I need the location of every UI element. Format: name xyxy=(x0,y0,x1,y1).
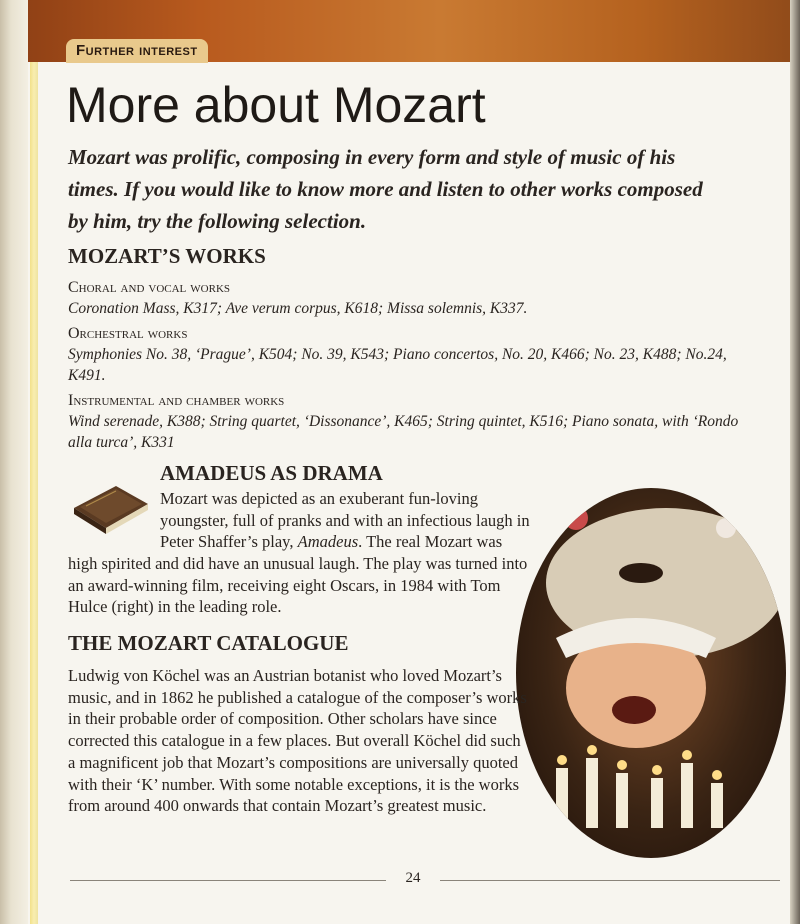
page-number: 24 xyxy=(405,870,421,886)
footer-rule-left xyxy=(70,880,386,881)
catalogue-paragraph: Ludwig von Köchel was an Austrian botanist who loved Mozart’s music, and in 1862 he published a catalogue of the composer’s works in their probable order of composition. Other scholars have since corrected this catalogue in a few places. But overall Köchel did such a magnificent job that Mozart’s compositions are universally quoted with their ‘K’ number. With some notable exceptions, it is the works from around 400 onwards that contain Mozart’s greatest music. xyxy=(68,666,527,816)
category-label-choral: Choral and vocal works xyxy=(68,279,231,296)
amadeus-text-start: Mozart was depicted as an exuberant fun-loving youngster, full of pranks and with an infectious laugh in Peter Shaffer’s play, xyxy=(160,489,530,552)
intro-paragraph: Mozart was prolific, composing in every form and style of music of his times. If you would like to know more and listen to other works composed by him, try the following selection. xyxy=(68,145,703,233)
book-icon xyxy=(72,478,150,536)
category-label-orchestral: Orchestral works xyxy=(68,325,188,342)
amadeus-play-title: Amadeus xyxy=(297,532,359,552)
page-title: More about Mozart xyxy=(66,77,486,133)
book-spine xyxy=(0,0,28,924)
catalogue-heading: THE MOZART CATALOGUE xyxy=(68,631,349,655)
film-still-photo xyxy=(516,488,786,858)
amadeus-paragraph xyxy=(160,488,540,553)
works-heading: MOZART’S WORKS xyxy=(68,244,266,268)
category-items-instrumental: Wind serenade, K388; String quartet, ‘Dissonance’, K465; String quintet, K516; Piano sonata, with ‘Rondo alla turca’, K331 xyxy=(68,413,739,451)
amadeus-paragraph-continued: high spirited and did have an unusual laugh. The play was turned into an award-winning film, receiving eight Oscars, in 1984 with Tom Hulce (right) in the leading role. xyxy=(68,554,528,617)
film-still-illustration xyxy=(516,488,786,858)
section-tab: Further interest xyxy=(66,39,208,63)
amadeus-heading: AMADEUS AS DRAMA xyxy=(160,461,383,485)
page-right-edge xyxy=(790,0,800,924)
category-items-orchestral: Symphonies No. 38, ‘Prague’, K504; No. 39, K543; Piano concertos, No. 20, K466; No. 23, K488; No.24, K491. xyxy=(68,346,727,384)
page-edge-stripe xyxy=(30,62,38,924)
category-items-choral: Coronation Mass, K317; Ave verum corpus, K618; Missa solemnis, K337. xyxy=(68,300,528,317)
category-label-instrumental: Instrumental and chamber works xyxy=(68,392,285,409)
amadeus-text-end: . The real Mozart was xyxy=(358,532,503,552)
footer-rule-right xyxy=(440,880,780,881)
